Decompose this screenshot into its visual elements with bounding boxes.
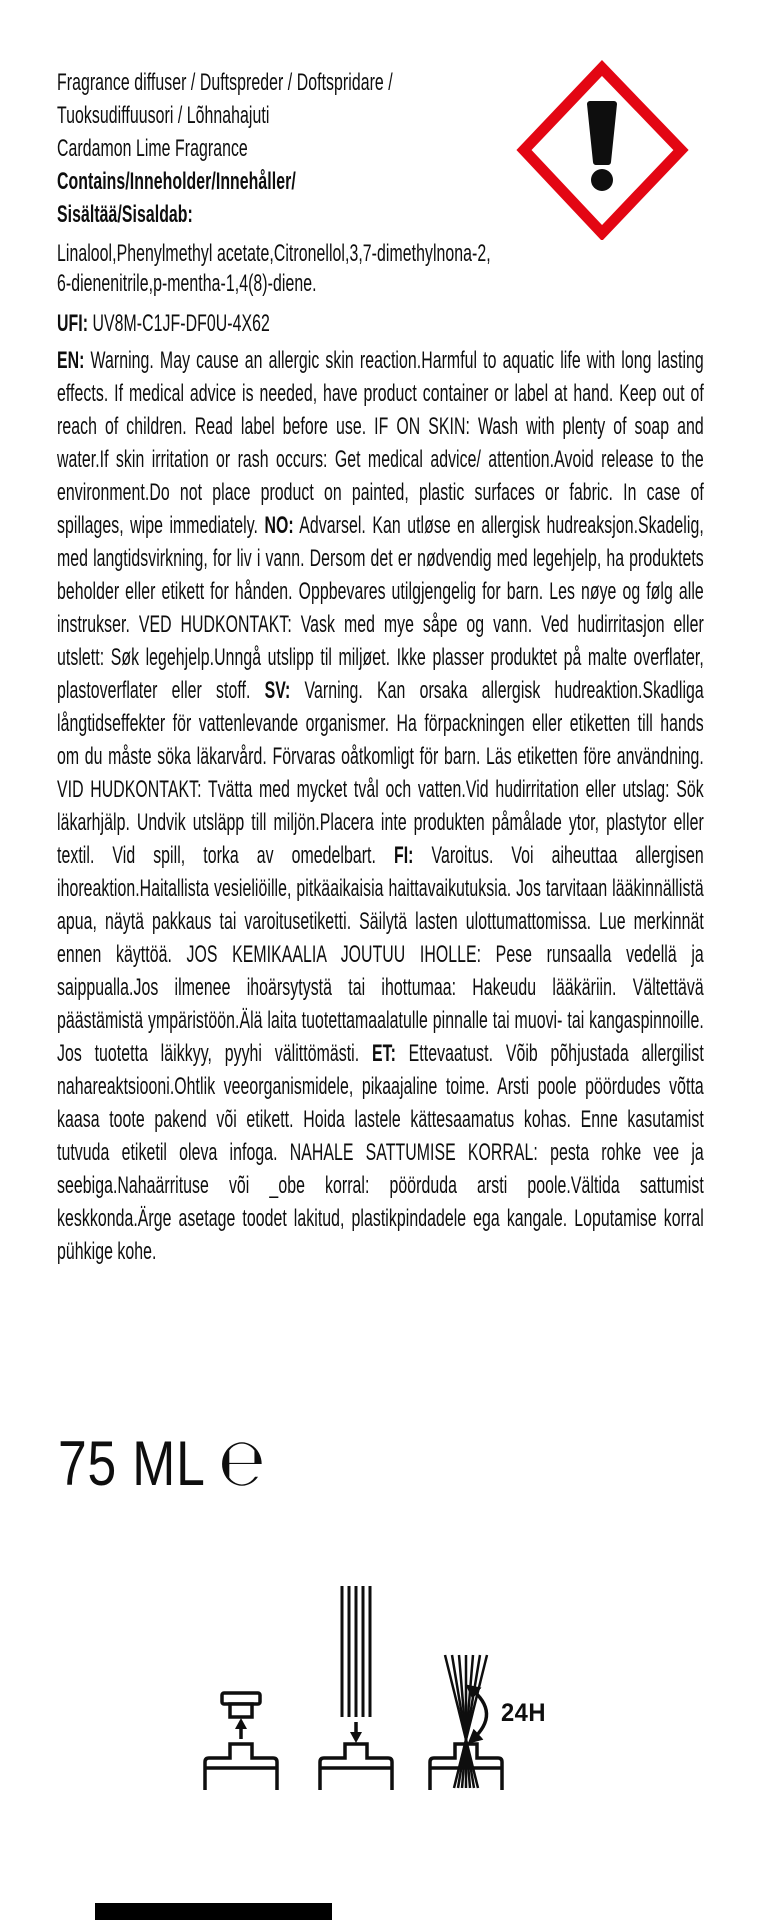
arrow-down-head bbox=[350, 1732, 362, 1743]
cap-plug bbox=[230, 1704, 252, 1717]
step1-remove-cap-icon bbox=[205, 1693, 277, 1790]
warning-lang-marker: NO: bbox=[264, 512, 294, 539]
product-names-line2: Tuoksudiffuusori / Lõhnahajuti bbox=[57, 102, 270, 129]
ufi-label: UFI: bbox=[57, 310, 89, 337]
bottle-outline bbox=[320, 1744, 392, 1790]
warning-lang-marker: SV: bbox=[264, 677, 291, 704]
product-names-line1: Fragrance diffuser / Duftspreder / Doftspridare / bbox=[57, 69, 393, 96]
volume-line bbox=[58, 1424, 353, 1501]
contains-heading-line2: Sisältää/Sisaldab: bbox=[57, 201, 193, 228]
estimated-sign: ℮ bbox=[218, 1424, 266, 1501]
warning-lang-marker: ET: bbox=[371, 1040, 396, 1067]
step3-rotate-reeds-icon bbox=[430, 1655, 502, 1790]
ingredients-line2: 6-dienenitrile,p-mentha-1,4(8)-diene. bbox=[57, 270, 317, 297]
arrow-up-head bbox=[235, 1718, 247, 1729]
fragrance-name: Cardamon Lime Fragrance bbox=[57, 135, 248, 162]
volume-amount: 75 ML bbox=[58, 1429, 206, 1499]
usage-instructions-icons bbox=[150, 1580, 570, 1795]
ufi-line bbox=[57, 309, 704, 339]
ufi-code: UV8M-C1JF-DF0U-4X62 bbox=[92, 310, 270, 337]
step2-insert-reeds-icon bbox=[320, 1586, 392, 1790]
warning-lang-marker: EN: bbox=[57, 347, 85, 374]
warnings-paragraph: EN: Warning. May cause an allergic skin reaction.Harmful to aquatic life with long lasting effects. If medical advice is needed, have product container or label at hand. Keep out of reach of children. Read label before use. IF ON SKIN: Wash with plenty of soap and water.If skin irritation or rash occurs: Get medical advice/ attention.Avoid release to the environment.Do not place product on painted, plastic surfaces or fabric. In case of spillages, wipe immediately. NO: Advarsel. Kan utløse en allergisk hudreaksjon.Skadelig, med langtidsvirkning, for liv i vann. Dersom det er nødvendig med legehjelp, ha produktets beholder eller etikett for hånden. Oppbevares utilgjengelig for barn. Les nøye og følg alle instrukser. VED HUDKONTAKT: Vask med mye såpe og vann. Ved hudirritasjon eller utslett: Søk legehjelp.Unngå utslipp til miljøet. Ikke plasser produktet på malte overflater, plastoverflater eller stoff. SV: Varning. Kan orsaka allergisk hudreaktion.Skadliga långtidseffekter för vattenlevande organismer. Ha förpackningen eller etiketten till hands om du måste söka läkarvård. Förvaras oåtkomligt för barn. Läs etiketten före användning. VID HUDKONTAKT: Tvätta med mycket tvål och vatten.Vid hudirritation eller utslag: Sök läkarhjälp. Undvik utsläpp till miljön.Placera inte produkten påmålade ytor, plastytor eller textil. Vid spill, torka av omedelbart. FI: Varoitus. Voi aiheuttaa allergisen ihoreaktion.Haitallista vesieliöille, pitkäaikaisia haittavaikutuksia. Jos tarvitaan lääkinnällistä apua, näytä pakkaus tai varoitusetiketti. Säilytä lasten ulottumattomissa. Lue merkinnät ennen käyttöä. JOS KEMIKAALIA JOUTUU IHOLLE: Pese runsaalla vedellä ja saippualla.Jos ilmenee ihoärsytystä tai ihottumaa: Hakeudu lääkäriin. Vältettävä päästämistä ympäristöön.Älä laita tuotettamaalatulle pinnalle tai muovi- tai kangaspinnoille. Jos tuotetta läikkyy, pyyhi välittömästi. ET: Ettevaatust. Võib põhjustada allergilist nahareaktsiooni.Ohtlik veeorganismidele, pikaajaline toime. Arsti poole pöördudes võtta kaasa toote pakend või etikett. Hoida lastele kättesaamatus kohas. Enne kasutamist tutvuda etiketil oleva infoga. NAHALE SATTUMISE KORRAL: pesta rohke vee ja seebiga.Nahaärrituse või _obe korral: pöörduda arsti poole.Vältida sattumist keskkonda.Ärge asetage toodet lakitud, plastikpindadele ega kangale. Loputamise korral pühkige kohe. bbox=[57, 347, 704, 1265]
ingredients-block bbox=[57, 239, 704, 299]
ingredients-line1: Linalool,Phenylmethyl acetate,Citronellol,3,7-dimethylnona-2, bbox=[57, 240, 491, 267]
reed-sticks bbox=[342, 1586, 370, 1717]
print-registration-mark bbox=[95, 1903, 332, 1920]
product-title-block bbox=[57, 66, 704, 231]
rotate-duration-label: 24H bbox=[501, 1699, 547, 1727]
warning-lang-marker: FI: bbox=[393, 842, 414, 869]
contains-heading-line1: Contains/Inneholder/Innehåller/ bbox=[57, 168, 296, 195]
bottle-outline bbox=[205, 1744, 277, 1790]
